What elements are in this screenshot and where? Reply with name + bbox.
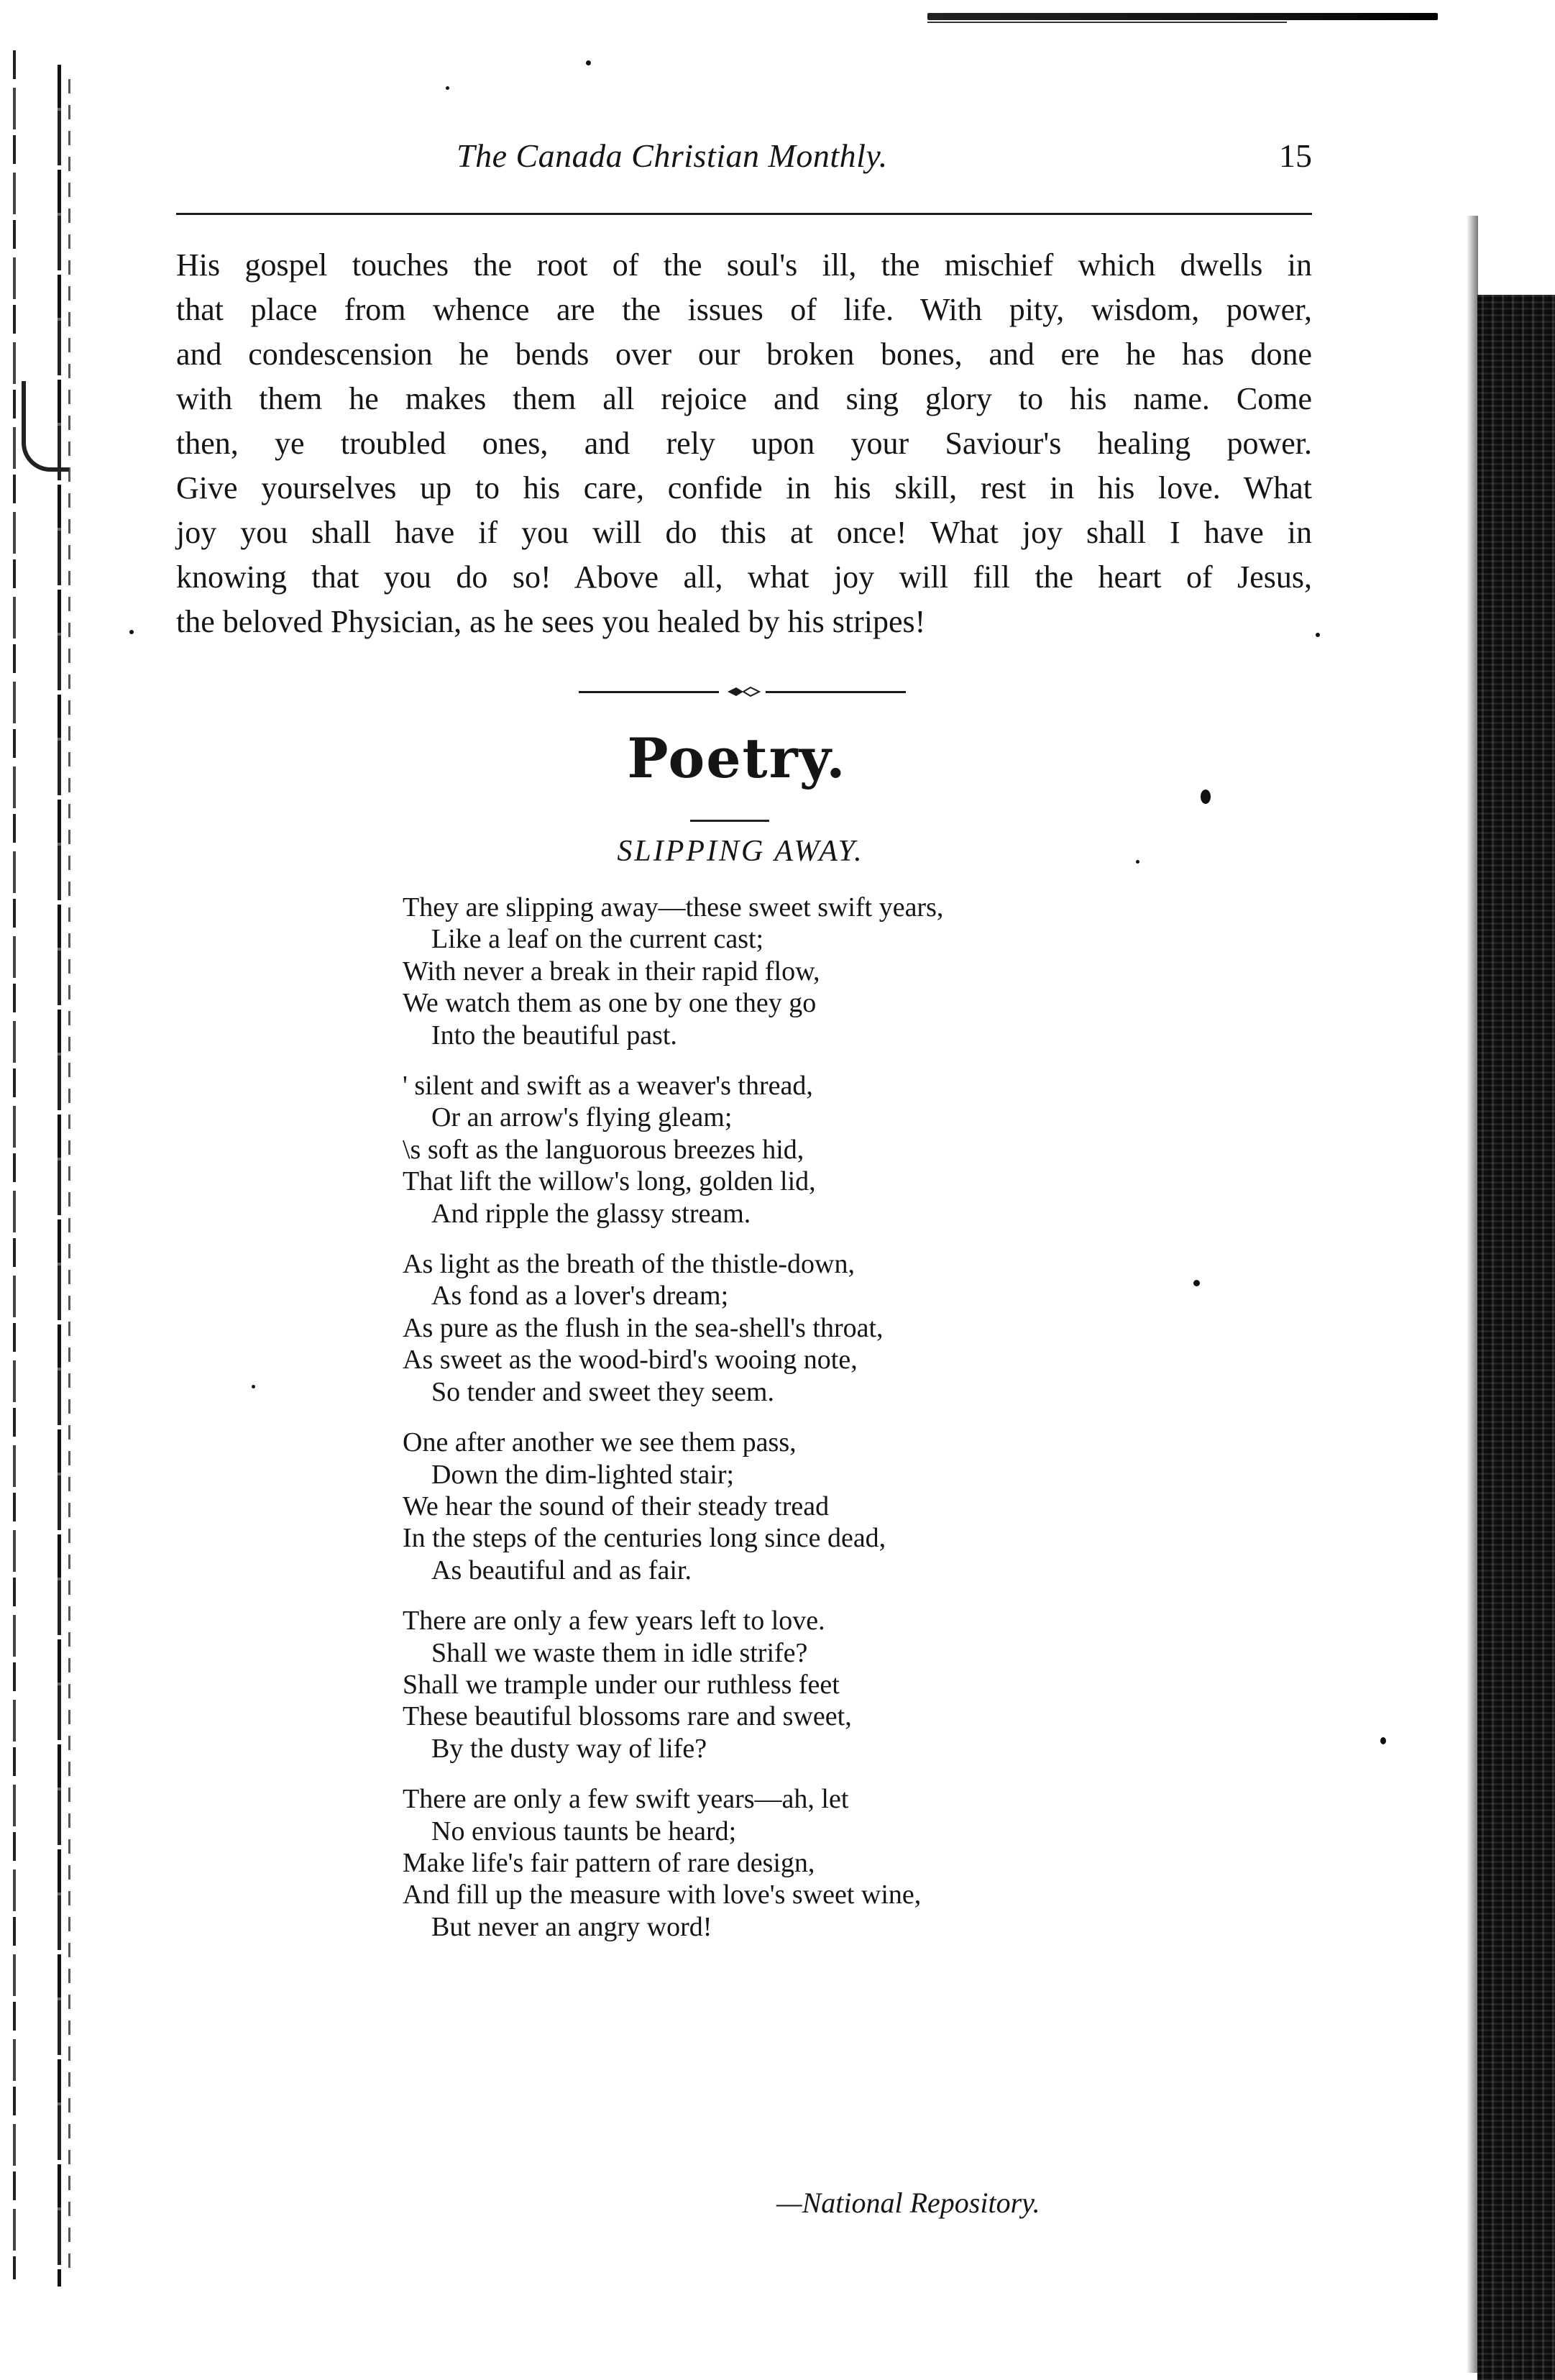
prose-line: and condescension he bends over our broken bones, and ere he has done — [176, 337, 1312, 372]
verse-line: As fond as a lover's dream; — [431, 1281, 729, 1312]
verse-line: We watch them as one by one they go — [403, 988, 817, 1019]
stanza — [403, 892, 1193, 1051]
verse-line: Shall we waste them in idle strife? — [431, 1637, 808, 1668]
verse-line: These beautiful blossoms rare and sweet, — [403, 1701, 852, 1732]
heading-rule — [690, 820, 769, 822]
verse-line: As beautiful and as fair. — [431, 1555, 692, 1585]
verse-line: No envious taunts be heard; — [431, 1816, 737, 1846]
verse-line: One after another we see them pass, — [403, 1427, 797, 1458]
verse-line: As pure as the flush in the sea-shell's throat, — [403, 1312, 884, 1343]
verse-line: And ripple the glassy stream. — [431, 1198, 751, 1229]
verse-line: Into the beautiful past. — [431, 1020, 677, 1051]
prose-line: that place from whence are the issues of life. With pity, wisdom, power, — [176, 292, 1312, 327]
stanza — [403, 1248, 1193, 1408]
verse-line: By the dusty way of life? — [431, 1733, 707, 1764]
stanza — [403, 1783, 1193, 1943]
binding-blot — [22, 381, 69, 472]
header-rule — [176, 213, 1312, 215]
prose-line: His gospel touches the root of the soul's ill, the mischief which dwells in — [176, 247, 1312, 283]
divider-bar — [766, 691, 906, 693]
verse-line: But never an angry word! — [431, 1911, 712, 1942]
speck — [1201, 789, 1211, 804]
verse-line: They are slipping away—these sweet swift years, — [403, 892, 944, 923]
divider-flourish — [726, 685, 761, 699]
prose-paragraph — [176, 243, 1312, 644]
speck — [129, 630, 134, 634]
verse-line: Down the dim-lighted stair; — [431, 1459, 735, 1490]
speck — [252, 1385, 255, 1388]
speck — [1316, 633, 1320, 637]
verse-line: There are only a few years left to love. — [403, 1606, 825, 1637]
prose-line: the beloved Physician, as he sees you healed by his stripes! — [176, 604, 926, 639]
verse-line: ' silent and swift as a weaver's thread, — [403, 1071, 813, 1102]
verse-line: Or an arrow's flying gleam; — [431, 1102, 733, 1133]
binding-line — [13, 50, 16, 2279]
scan-right-shadow — [1467, 216, 1478, 2373]
ornamental-divider — [579, 683, 906, 700]
verse-line: That lift the willow's long, golden lid, — [403, 1166, 816, 1197]
journal-title: The Canada Christian Monthly. — [457, 137, 888, 174]
scan-top-rule-thin — [927, 22, 1287, 23]
verse-line: Like a leaf on the current cast; — [431, 924, 764, 955]
scan-right-dark-edge — [1477, 295, 1555, 2380]
verse-line: There are only a few swift years—ah, let — [403, 1784, 849, 1815]
scan-top-rule — [927, 13, 1438, 20]
verse-line: As light as the breath of the thistle-down, — [403, 1249, 855, 1280]
divider-bar — [579, 691, 719, 693]
prose-line: joy you shall have if you will do this at once! What joy shall I have in — [176, 515, 1312, 550]
stanza — [403, 1605, 1193, 1765]
speck — [1380, 1737, 1386, 1744]
scan-left-binding-edge — [0, 50, 144, 2291]
prose-line: then, ye troubled ones, and rely upon your Saviour's healing power. — [176, 426, 1312, 461]
poem — [403, 892, 1193, 1962]
page-number: 15 — [1279, 137, 1312, 174]
verse-line: We hear the sound of their steady tread — [403, 1491, 830, 1521]
verse-line: Make life's fair pattern of rare design, — [403, 1847, 815, 1878]
stanza — [403, 1070, 1193, 1230]
poem-title: SLIPPING AWAY. — [617, 835, 864, 868]
verse-line: With never a break in their rapid flow, — [403, 956, 820, 987]
prose-line: with them he makes them all rejoice and sing glory to his name. Come — [176, 381, 1312, 416]
running-head — [176, 129, 1312, 194]
verse-line: \s soft as the languorous breezes hid, — [403, 1134, 804, 1165]
verse-line: And fill up the measure with love's sweet wine, — [403, 1880, 922, 1910]
verse-line: Shall we trample under our ruthless feet — [403, 1669, 840, 1700]
verse-line: In the steps of the centuries long since dead, — [403, 1523, 886, 1554]
prose-line: knowing that you do so! Above all, what joy will fill the heart of Jesus, — [176, 559, 1312, 595]
section-heading: Poetry. — [627, 726, 847, 790]
prose-line: Give yourselves up to his care, confide in his skill, rest in his love. What — [176, 470, 1312, 505]
stanza — [403, 1427, 1193, 1586]
poem-attribution: —National Repository. — [776, 2187, 1040, 2219]
verse-line: So tender and sweet they seem. — [431, 1376, 774, 1407]
verse-line: As sweet as the wood-bird's wooing note, — [403, 1345, 858, 1376]
speck — [1136, 860, 1139, 864]
speck — [586, 60, 591, 65]
speck — [1193, 1280, 1200, 1286]
speck — [446, 86, 449, 90]
